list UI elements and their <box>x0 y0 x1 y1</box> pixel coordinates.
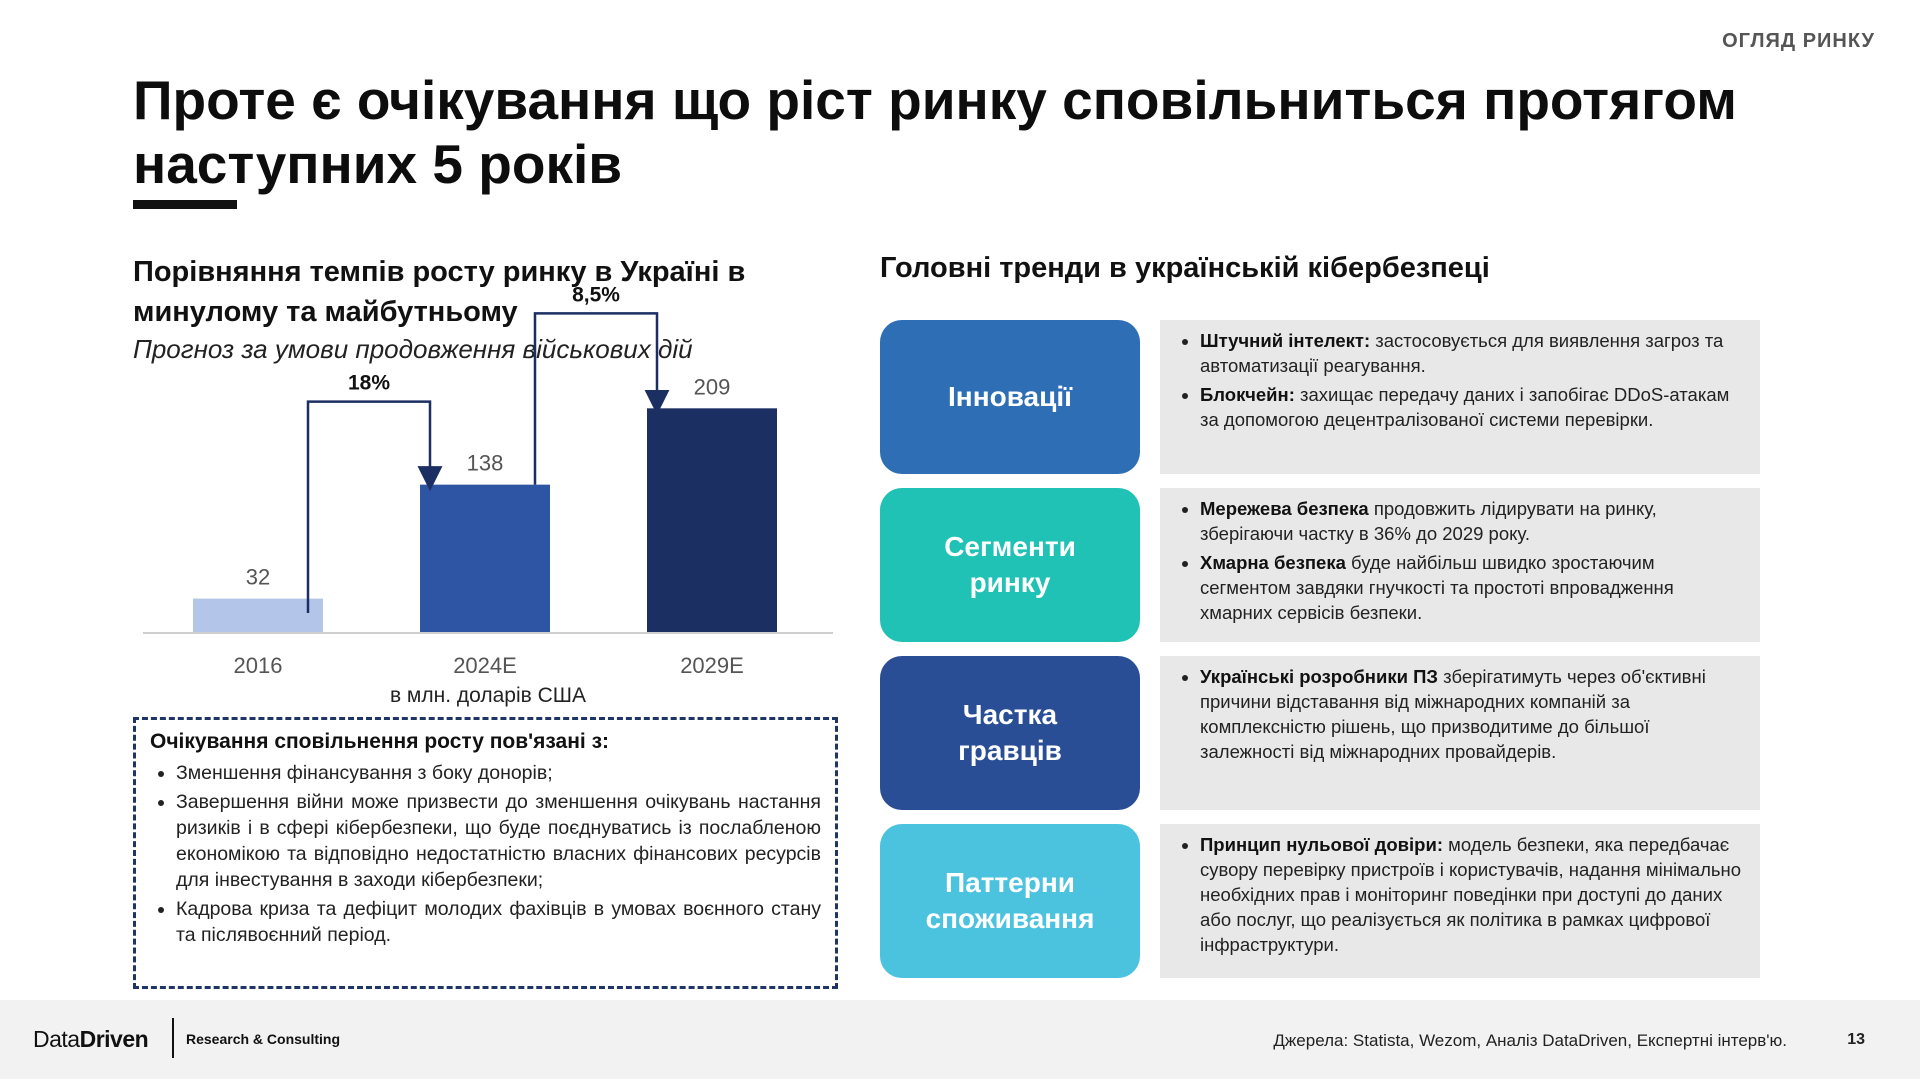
title-underline <box>133 200 237 209</box>
section-label: ОГЛЯД РИНКУ <box>1722 30 1875 52</box>
chart-bar <box>647 408 777 633</box>
chart-bar <box>420 485 550 633</box>
trend-bullet <box>1200 664 1744 764</box>
trend-term: Хмарна безпека <box>1200 552 1346 573</box>
trend-term: Принцип нульової довіри: <box>1200 834 1444 855</box>
trend-label-consumption: Паттерни споживання <box>880 824 1140 978</box>
trend-label-innovations: Інновації <box>880 320 1140 474</box>
trend-row-consumption <box>880 824 1760 978</box>
trend-details-consumption <box>1160 824 1760 978</box>
logo-tagline: Research & Consulting <box>186 1031 341 1047</box>
chart-value-label: 32 <box>245 564 271 590</box>
trend-row-segments <box>880 488 1760 642</box>
chart-category-label: 2024E <box>453 653 517 678</box>
page-title: Проте є очікування що ріст ринку сповільниться протягом наступних 5 років <box>133 69 1737 195</box>
trend-text: буде найбільш швидко зростаючим сегментом завдяки гнучкості та простоті впровадження хмарних сервісів безпеки. <box>1200 552 1674 623</box>
trend-text: продовжить лідирувати на ринку, зберігаючи частку в 36% до 2029 року. <box>1200 498 1657 544</box>
trend-term: Мережева безпека <box>1200 498 1369 519</box>
chart-subtitle: Прогноз за умови продовження військових дій <box>133 334 693 364</box>
footer <box>0 1000 1920 1079</box>
trends-title: Головні тренди в українській кібербезпеці <box>880 252 1490 284</box>
logo-part2: Driven <box>79 1026 149 1052</box>
chart-category-label: 2029E <box>680 653 744 678</box>
sources-note: Джерела: Statista, Wezom, Аналіз DataDriven, Експертні інтерв'ю. <box>1273 1031 1787 1050</box>
chart-bar <box>193 599 323 633</box>
chart-category-label: 2016 <box>233 653 283 678</box>
slowdown-reason-item: • Завершення війни може призвести до зменшення очікувань настання ризиків і в сфері кібербезпеки, що буде поєднуватись із послабленою економікою та відповідно недостатністю власних фінансових ресурсів для інвестування в заходи кібербезпеки; <box>176 789 821 893</box>
trend-term: Штучний інтелект: <box>1200 330 1371 351</box>
trend-bullet <box>1200 496 1744 546</box>
trend-bullet <box>1200 550 1744 625</box>
logo-part1: Data <box>33 1026 80 1052</box>
chart-title: Порівняння темпів росту ринку в Україні в минулому та майбутньому <box>133 256 746 328</box>
trend-details-innovations <box>1160 320 1760 474</box>
trend-row-innovations <box>880 320 1760 474</box>
growth-rate-label: 18% <box>347 371 391 395</box>
trend-row-players <box>880 656 1760 810</box>
trend-bullet <box>1200 382 1744 432</box>
trend-details-segments <box>1160 488 1760 642</box>
page-number: 13 <box>1847 1031 1865 1048</box>
trend-bullet <box>1200 832 1744 957</box>
trend-text: застосовується для виявлення загроз та автоматизації реагування. <box>1200 330 1724 376</box>
company-logo <box>33 1026 148 1053</box>
growth-rate-label: 8,5% <box>572 283 620 307</box>
trend-bullet <box>1200 328 1744 378</box>
slowdown-reason-item: • Кадрова криза та дефіцит молодих фахівців в умовах воєнного стану та післявоєнний період. <box>176 896 821 948</box>
chart-value-label: 138 <box>466 450 504 476</box>
slowdown-reasons-list <box>150 760 821 948</box>
trend-text: модель безпеки, яка передбачає сувору перевірку пристроїв і користувачів, надання мінімально необхідних прав і моніторинг поведінки при доступі до даних або послуг, що реалізується як політика в рамках цифрової інфраструктури. <box>1200 834 1742 955</box>
logo-divider <box>172 1018 174 1058</box>
chart-unit-label: в млн. доларів США <box>389 684 587 707</box>
slowdown-reason-item: • Зменшення фінансування з боку донорів; <box>176 760 821 786</box>
growth-arrow <box>308 402 430 613</box>
chart-value-label: 209 <box>693 374 731 400</box>
trend-label-segments: Сегменти ринку <box>880 488 1140 642</box>
trend-text: зберігатимуть через об'єктивні причини відставання від міжнародних компаній за комплексністю рішень, що призводитиме до більшої залежності від міжнародних провайдерів. <box>1200 666 1706 762</box>
trend-term: Блокчейн: <box>1200 384 1295 405</box>
slowdown-reasons-heading: Очікування сповільнення росту пов'язані з: <box>150 730 609 753</box>
trend-text: захищає передачу даних і запобігає DDoS-атакам за допомогою децентралізованої системи перевірки. <box>1200 384 1730 430</box>
trend-details-players <box>1160 656 1760 810</box>
trend-term: Українські розробники ПЗ <box>1200 666 1439 687</box>
trend-label-players: Частка гравців <box>880 656 1140 810</box>
slowdown-reasons-box <box>133 717 838 989</box>
